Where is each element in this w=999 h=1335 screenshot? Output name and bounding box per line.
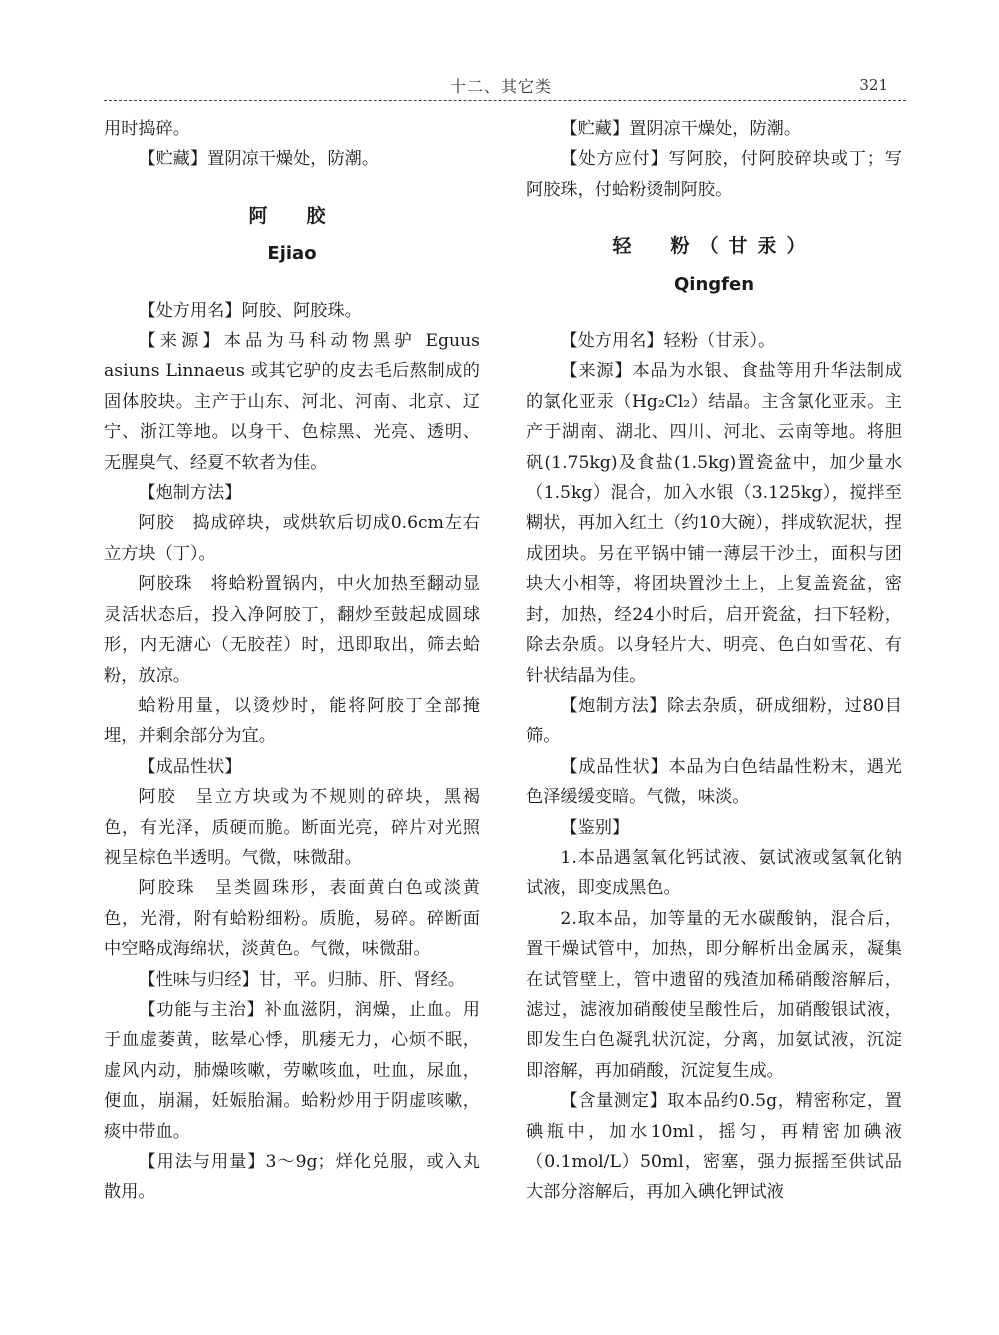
processing-paragraph: 【炮制方法】除去杂质，研成细粉，过80目筛。 [526,695,902,747]
processing-ejiao: 阿胶 捣成碎块，或烘软后切成0.6cm左右立方块（丁）。 [104,513,480,564]
product-ejiao: 阿胶 呈立方块或为不规则的碎块，黑褐色，有光泽，质硬而脆。断面光亮，碎片对光照视呈棕色半透明。气微，味微甜。 [104,787,480,868]
storage-paragraph-prev: 【贮藏】置阴凉干燥处，防潮。 [138,149,380,170]
entry-latin-qingfen: Qingfen [673,273,755,295]
dispensing-paragraph: 【处方应付】写阿胶，付阿胶碎块或丁；写阿胶珠，付蛤粉烫制阿胶。 [526,149,902,200]
product-paragraph: 【成品性状】本品为白色结晶性粉末，遇光色泽缓缓变暗。气微，味淡。 [526,756,902,808]
continued-line: 用时捣碎。 [104,119,190,139]
identification-item-2: 2.取本品，加等量的无水碳酸钠，混合后，置干燥试管中，加热，即分解析出金属汞，凝集在试管壁上，管中遗留的残渣加稀硝酸溶解后，滤过，滤液加硝酸使呈酸性后，加硝酸银试液，即发生白色凝乳状沉淀，分离，加氨试液，沉淀即溶解，再加硝酸，沉淀复生成。 [526,908,902,1081]
entry-latin-ejiao: Ejiao [267,243,317,265]
page-header [104,74,906,98]
prescription-names: 【处方用名】阿胶、阿胶珠。 [138,300,362,321]
dosage: 【用法与用量】3～9g；烊化兑服，或入丸散用。 [104,1152,480,1203]
identification-heading: 【鉴别】 [560,817,630,838]
source-paragraph: 【来源】本品为马科动物黑驴 Eguus asiuns Linnaeus 或其它驴的皮去毛后熬制成的固体胶块。主产于山东、河北、河南、北京、辽宁、浙江等地。以身干、色棕黑、光亮、透明、无腥臭气、经夏不软者为佳。 [104,331,480,473]
processing-ejiaozhu: 阿胶珠 将蛤粉置锅内，中火加热至翻动显灵活状态后，投入净阿胶丁，翻炒至鼓起成圆球形，内无溏心（无胶茬）时，迅即取出，筛去蛤粉，放凉。 [104,574,480,686]
storage-paragraph: 【贮藏】置阴凉干燥处，防潮。 [560,119,802,139]
product-ejiaozhu: 阿胶珠 呈类圆珠形，表面黄白色或淡黄色，光滑，附有蛤粉细粉。质脆，易碎。碎断面中空略成海绵状，淡黄色。气微，味微甜。 [104,878,480,960]
source-paragraph: 【来源】本品为水银、食盐等用升华法制成的氯化亚汞（Hg₂Cl₂）结晶。主含氯化亚汞。主产于湖南、湖北、四川、河北、云南等地。将胆矾(1.75kg)及食盐(1.5kg)置瓷盆中，加少量水（1.5kg）混合，加入水银（3.125kg），搅拌至糊状，再加入红土（约10大碗），拌成软泥状，捏成团块。另在平锅中铺一薄层干沙土，面积与团块大小相等，将团块置沙土上，上复盖瓷盆，密封，加热，经24小时后，启开瓷盆，扫下轻粉，除去杂质。以身轻片大、明亮、色白如雪花、有针状结晶为佳。 [526,361,902,686]
product-heading: 【成品性状】 [138,756,242,777]
prescription-names: 【处方用名】轻粉（甘汞）。 [560,331,776,352]
header-rule [104,100,906,101]
identification-item-1: 1.本品遇氢氧化钙试液、氨试液或氢氧化钠试液，即变成黑色。 [526,847,902,899]
processing-note: 蛤粉用量，以烫炒时，能将阿胶丁全部掩埋，并剩余部分为宜。 [104,695,480,747]
entry-title-ejiao: 阿 胶 [248,204,336,227]
running-title: 十二、其它类 [450,77,553,96]
assay-paragraph: 【含量测定】取本品约0.5g，精密称定，置碘瓶中，加水10ml，摇匀，再精密加碘液（0.1mol/L）50ml，密塞，强力振摇至供试品大部分溶解后，再加入碘化钾试液 [526,1091,902,1203]
processing-heading: 【炮制方法】 [138,483,242,504]
page-number: 321 [859,76,888,94]
left-column [104,114,480,1208]
functions-indications: 【功能与主治】补血滋阴，润燥，止血。用于血虚萎黄，眩晕心悸，肌痿无力，心烦不眠，虚风内动，肺燥咳嗽，劳嗽咳血，吐血，尿血，便血，崩漏，妊娠胎漏。蛤粉炒用于阴虚咳嗽，痰中带血。 [104,999,480,1142]
taste-meridian: 【性味与归经】甘，平。归肺、肝、肾经。 [138,969,465,990]
entry-title-qingfen: 轻 粉（甘汞） [612,235,816,258]
right-column [526,114,902,1208]
